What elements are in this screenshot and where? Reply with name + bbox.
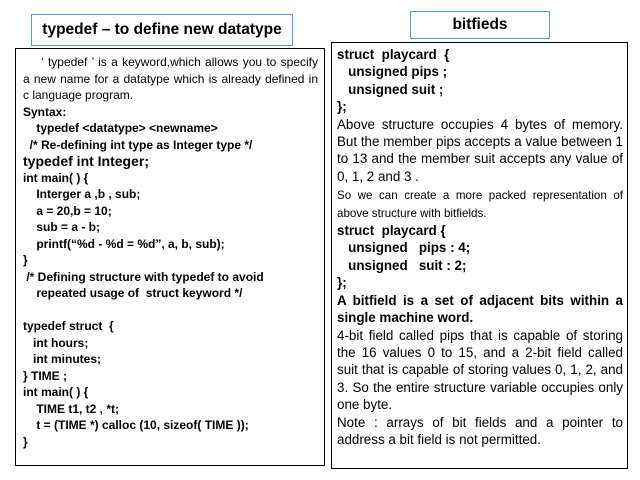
typedef-syntax-line: typedef <datatype> <newname> — [23, 121, 218, 135]
code-line: int hours; — [23, 335, 89, 350]
code-line: t = (TIME *) calloc (10, sizeof( TIME )); — [23, 418, 249, 432]
struct-code-line: }; — [337, 99, 347, 115]
code-comment-line: /* Defining structure with typedef to avoid — [23, 269, 264, 284]
typedef-intro-paragraph: ‘ typedef ’ is a keyword,which allows you to specify a new name for a datatype which is already defined in c language program. — [23, 55, 318, 102]
bitfield-restriction-note: Note : arrays of bit fields and a pointer to address a bit field is not permitted. — [337, 414, 623, 447]
struct-code-line: unsigned suit ; — [337, 81, 444, 97]
bitfield-struct-code-line: }; — [337, 275, 347, 291]
memory-explanation-paragraph: Above structure occupies 4 bytes of memory. But the member pips accepts a value between 1 to 13 and the member suit accepts any value of 0, 1, 2 and 3 . — [337, 116, 623, 184]
code-line: Interger a ,b , sub; — [23, 187, 141, 201]
struct-code-line: unsigned pips ; — [337, 64, 448, 80]
bitfields-panel — [331, 42, 628, 469]
code-line: TIME t1, t2 , *t; — [23, 401, 120, 416]
left-section-title: typedef – to define new datatype — [31, 14, 293, 46]
code-line: } — [23, 253, 28, 267]
bitfield-storage-paragraph: 4-bit field called pips that is capable of storing the 16 values 0 to 15, and a 2-bit field called suit that is capable of storing values 0, 1, 2, and 3. So the entire structure variable occupies only one byte. — [337, 327, 623, 413]
code-line: sub = a - b; — [23, 220, 101, 234]
typedef-statement-line: typedef int Integer; — [23, 153, 150, 169]
code-line: a = 20,b = 10; — [23, 203, 112, 218]
bitfield-struct-code-line: unsigned pips : 4; — [337, 240, 471, 256]
bitfield-struct-code-line: struct playcard { — [337, 223, 446, 239]
code-line: int minutes; — [23, 352, 101, 366]
code-comment-line: repeated usage of struct keyword */ — [23, 286, 243, 300]
blank-line — [23, 302, 318, 319]
code-line: printf(“%d - %d = %d”, a, b, sub); — [23, 236, 225, 251]
typedef-panel — [15, 48, 325, 466]
code-line: int main( ) { — [23, 385, 89, 399]
bitfield-struct-code-line: unsigned suit : 2; — [337, 257, 467, 273]
packed-representation-paragraph: So we can create a more packed representation of above structure with bitfields. — [337, 189, 623, 220]
typedef-syntax-heading: Syntax: — [23, 104, 67, 119]
right-section-title: bitfieds — [410, 11, 550, 39]
code-line: int main( ) { — [23, 170, 89, 185]
code-line: typedef struct { — [23, 319, 114, 333]
code-line: } TIME ; — [23, 368, 67, 383]
bitfield-definition-note: A bitfield is a set of adjacent bits within a single machine word. — [337, 292, 623, 326]
struct-code-line: struct playcard { — [337, 47, 450, 62]
typedef-comment-line: /* Re-defining int type as Integer type */ — [23, 137, 253, 152]
code-line: } — [23, 434, 28, 449]
